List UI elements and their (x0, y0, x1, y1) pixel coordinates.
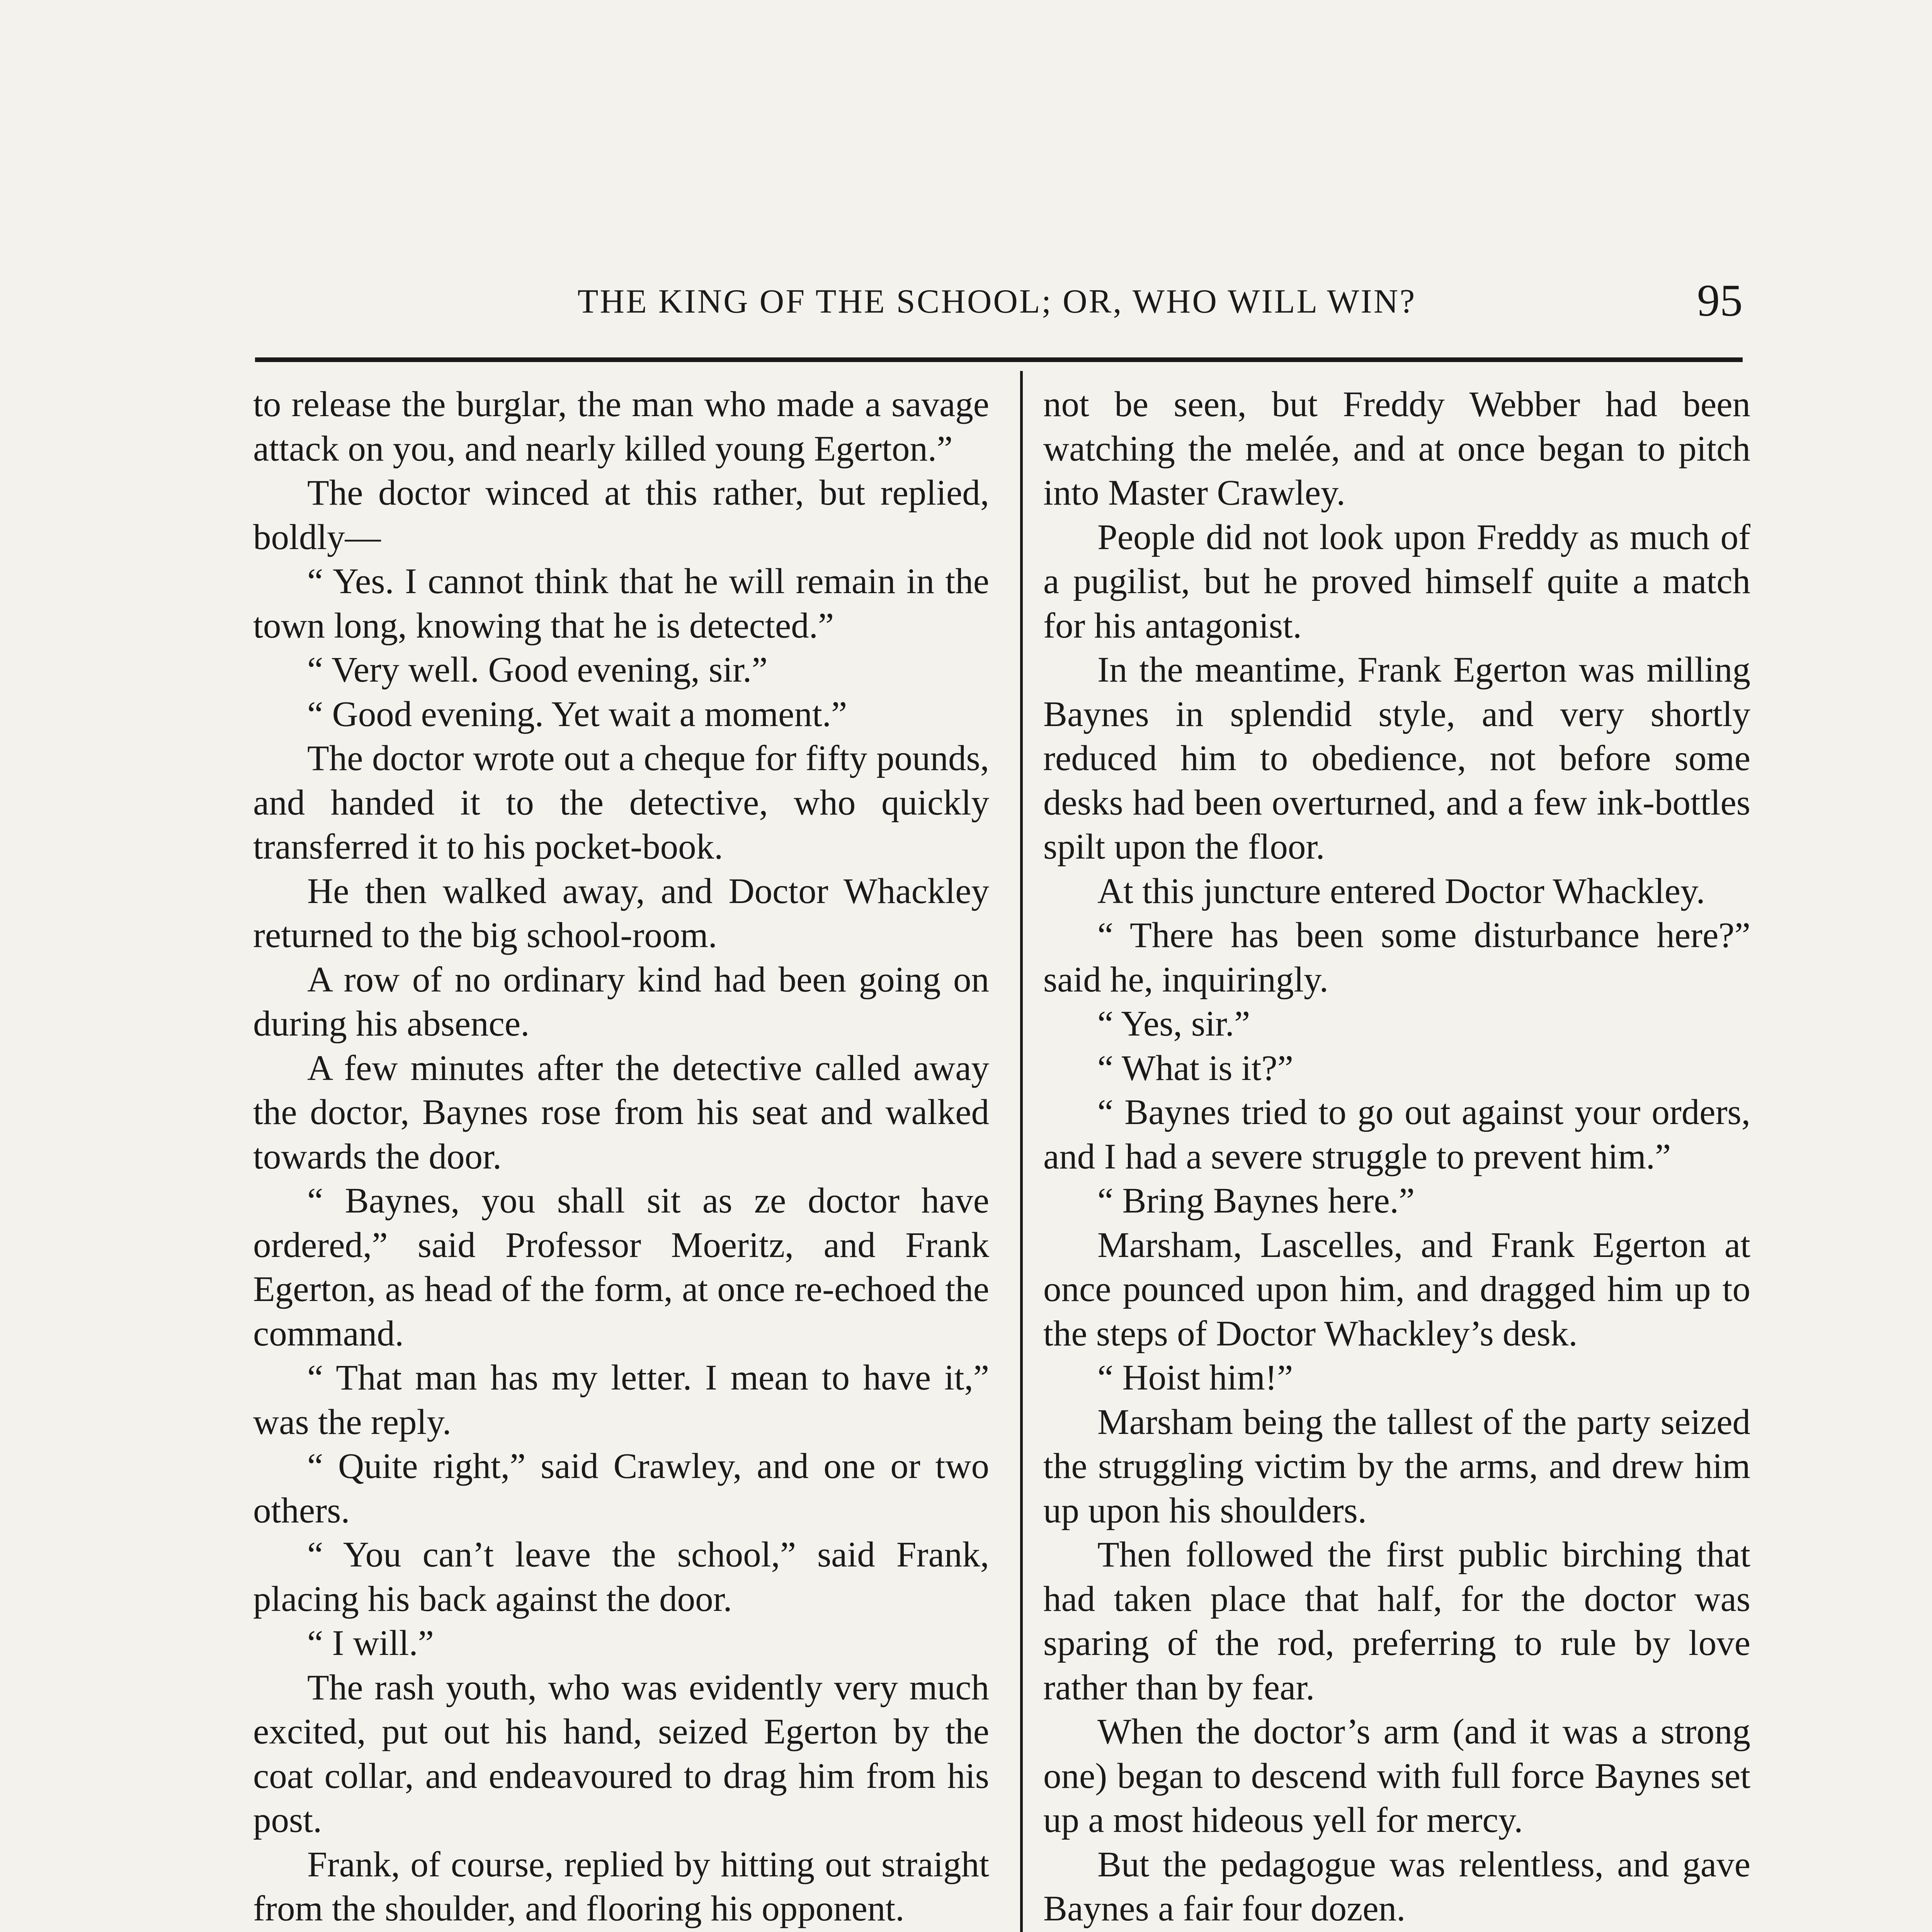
header-rule (255, 357, 1743, 362)
paragraph: “ Very well. Good evening, sir.” (307, 650, 768, 690)
paragraph: “ I will.” (307, 1623, 434, 1663)
paragraph: “ You can’t leave the school,” said Frank, placing his back against the door. (253, 1535, 989, 1619)
paragraph: He then walked away, and Doctor Whackley returned to the big school-room. (253, 871, 989, 955)
page-header (251, 275, 1743, 348)
paragraph: The doctor winced at this rather, but replied, boldly— (253, 473, 989, 557)
paragraph: “ That man has my letter. I mean to have it,” was the reply. (253, 1358, 989, 1442)
paragraph: “ Baynes, you shall sit as ze doctor have ordered,” said Professor Moeritz, and Frank Egerton, as head of the form, at once re-echoed the command. (253, 1181, 989, 1354)
paragraph: Then followed the first public birching that had taken place that half, for the doctor was sparing of the rod, preferring to rule by love rather than by fear. (1043, 1535, 1750, 1708)
paragraph: “ There has been some disturbance here?” said he, inquiringly. (1043, 915, 1750, 1000)
paragraph: A row of no ordinary kind had been going on during his absence. (253, 959, 989, 1044)
paragraph: to release the burglar, the man who made a savage attack on you, and nearly killed young Egerton.” (253, 384, 989, 469)
paragraph: “ Yes, sir.” (1097, 1004, 1250, 1044)
paragraph: Marsham being the tallest of the party seized the struggling victim by the arms, and drew him up upon his shoulders. (1043, 1402, 1750, 1531)
paragraph: Marsham, Lascelles, and Frank Egerton at once pounced upon him, and dragged him up to the steps of Doctor Whackley’s desk. (1043, 1225, 1750, 1354)
paragraph: People did not look upon Freddy as much of a pugilist, but he proved himself quite a match for his antagonist. (1043, 517, 1750, 646)
paragraph: “ Hoist him!” (1097, 1358, 1293, 1398)
paragraph: Frank, of course, replied by hitting out straight from the shoulder, and flooring his opponent. (253, 1844, 989, 1929)
paragraph: The rash youth, who was evidently very much excited, put out his hand, seized Egerton by the coat collar, and endeavoured to drag him from his post. (253, 1667, 989, 1840)
running-title: THE KING OF THE SCHOOL; OR, WHO WILL WIN? (577, 283, 1417, 320)
paragraph: “ Bring Baynes here.” (1097, 1181, 1415, 1221)
column-divider (1020, 371, 1023, 1932)
paragraph: The doctor wrote out a cheque for fifty pounds, and handed it to the detective, who quickly transferred it to his pocket-book. (253, 738, 989, 867)
paragraph: not be seen, but Freddy Webber had been watching the melée, and at once began to pitch into Master Crawley. (1043, 384, 1750, 513)
paragraph: A few minutes after the detective called away the doctor, Baynes rose from his seat and walked towards the door. (253, 1048, 989, 1177)
paragraph: “ Quite right,” said Crawley, and one or two others. (253, 1446, 989, 1531)
paragraph: “ What is it?” (1097, 1048, 1294, 1088)
paragraph: “ Yes. I cannot think that he will remain in the town long, knowing that he is detected.” (253, 561, 989, 646)
page-number: 95 (1697, 275, 1743, 326)
paragraph: “ Good evening. Yet wait a moment.” (307, 694, 847, 734)
paragraph: But the pedagogue was relentless, and gave Baynes a fair four dozen. (1043, 1844, 1750, 1929)
paragraph: When the doctor’s arm (and it was a strong one) began to descend with full force Baynes set up a most hideous yell for mercy. (1043, 1712, 1750, 1840)
paragraph: “ Baynes tried to go out against your orders, and I had a severe struggle to prevent him.” (1043, 1092, 1750, 1177)
paragraph: In the meantime, Frank Egerton was milling Baynes in splendid style, and very shortly reduced him to obedience, not before some desks had been overturned, and a few ink-bottles spilt upon the floor. (1043, 650, 1750, 867)
paragraph: At this juncture entered Doctor Whackley. (1097, 871, 1705, 911)
right-column (1043, 383, 1750, 1932)
left-column (253, 383, 989, 1932)
